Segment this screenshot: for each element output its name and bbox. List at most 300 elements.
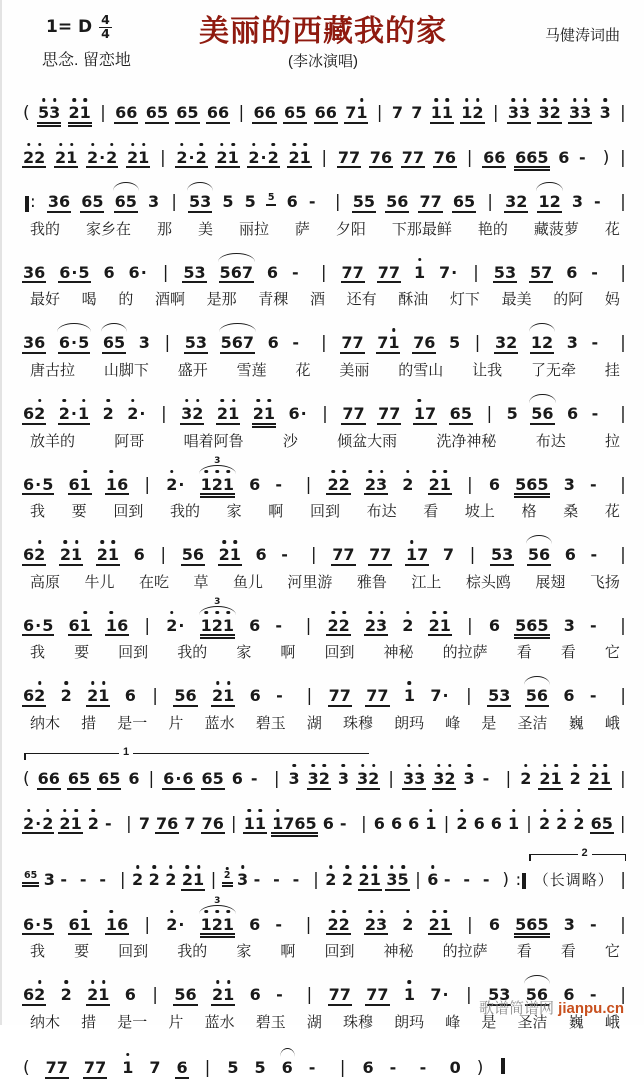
note-digit: 5 bbox=[491, 545, 503, 565]
note-digit: 6 bbox=[128, 262, 140, 282]
note-digit: 7 bbox=[339, 686, 351, 706]
lyric-syllable: 家 bbox=[236, 943, 252, 961]
note-token bbox=[507, 104, 531, 124]
note-digit: 3 bbox=[43, 870, 55, 890]
note-token bbox=[377, 405, 401, 425]
note-token bbox=[37, 770, 61, 790]
note-token bbox=[45, 1059, 69, 1079]
barline: | bbox=[620, 870, 626, 891]
note-token bbox=[385, 871, 409, 891]
notation-line bbox=[22, 596, 628, 663]
note-token bbox=[442, 546, 455, 564]
duration-dash: - bbox=[276, 985, 283, 1005]
note-token bbox=[236, 871, 249, 889]
note-digit: 1 bbox=[439, 615, 451, 635]
note-digit: 1 bbox=[439, 474, 451, 494]
lyric-syllable: 湖 bbox=[306, 1013, 322, 1031]
lyric-syllable: 圣洁 bbox=[517, 1013, 548, 1031]
time-top: 4 bbox=[101, 12, 110, 27]
lyric-syllable: 朗玛 bbox=[394, 1013, 425, 1031]
lyric-syllable: 雅鲁 bbox=[356, 573, 387, 591]
note-digit: 6 bbox=[390, 813, 403, 833]
lyric-syllable: 回到 bbox=[324, 943, 355, 961]
duration-dash: - bbox=[104, 813, 112, 833]
lyric-syllable: 珠穆 bbox=[342, 1013, 373, 1031]
note-digit: 5 bbox=[448, 333, 461, 353]
note-token bbox=[86, 986, 110, 1006]
barline: | bbox=[526, 813, 532, 834]
note-token bbox=[218, 546, 242, 566]
slur-arc bbox=[529, 394, 555, 403]
note-token bbox=[588, 770, 612, 790]
note-token bbox=[326, 916, 350, 936]
final-barline bbox=[498, 1057, 508, 1073]
note-digit: 1 bbox=[193, 870, 205, 890]
note-digit: 5 bbox=[212, 768, 224, 788]
note-digit: 6 bbox=[212, 813, 224, 833]
note-digit: 6 bbox=[23, 914, 35, 934]
duration-dash: - bbox=[591, 333, 599, 353]
note-digit: 2 bbox=[166, 615, 178, 635]
note-token bbox=[514, 916, 549, 936]
barline: | bbox=[619, 768, 626, 789]
note-token bbox=[220, 334, 255, 354]
note-digit: 5 bbox=[125, 192, 137, 212]
note-token bbox=[22, 546, 46, 566]
lyric-syllable: 是 bbox=[481, 714, 497, 732]
barline: | bbox=[159, 147, 166, 168]
note-token bbox=[243, 815, 267, 835]
note-digit: 1 bbox=[441, 103, 453, 122]
note-digit: 7 bbox=[388, 262, 401, 282]
note-digit: 5 bbox=[267, 192, 275, 204]
note-digit: 6 bbox=[124, 985, 136, 1005]
lyric-syllable: 要 bbox=[71, 503, 87, 521]
barline: | bbox=[474, 333, 481, 354]
barline: | bbox=[164, 333, 171, 354]
duration-dash: - bbox=[589, 474, 597, 494]
note-token bbox=[249, 687, 262, 705]
note-digit: 3 bbox=[138, 333, 150, 353]
barline: | bbox=[620, 403, 626, 424]
note-digit: 7 bbox=[337, 147, 349, 167]
note-token bbox=[426, 871, 439, 889]
lyric-syllable: 花 bbox=[295, 361, 311, 379]
barline: | bbox=[415, 870, 421, 891]
volta-number: 2 bbox=[578, 847, 592, 859]
note-token bbox=[438, 264, 459, 282]
note-token bbox=[47, 193, 71, 213]
barline: | bbox=[152, 686, 159, 707]
note-digit: 6 bbox=[253, 103, 265, 122]
notation-line bbox=[22, 94, 628, 124]
barline: | bbox=[620, 262, 626, 283]
note-digit: 5 bbox=[219, 262, 231, 282]
note-digit: 1 bbox=[413, 262, 426, 282]
note-digit: 1 bbox=[77, 403, 90, 423]
note-digit: 2 bbox=[126, 147, 139, 167]
note-digit: 3 bbox=[181, 403, 193, 423]
note-token bbox=[563, 617, 576, 635]
note-digit: 2 bbox=[96, 545, 108, 565]
lyric-syllable: 回到 bbox=[118, 943, 149, 961]
lyric-syllable: 丽拉 bbox=[238, 220, 269, 238]
note-digit: 3 bbox=[376, 474, 388, 494]
note-digit: 2 bbox=[573, 813, 585, 833]
lyric-syllable: 酒啊 bbox=[154, 291, 185, 309]
barline: | bbox=[469, 545, 476, 566]
lyric-syllable: 美丽 bbox=[339, 361, 370, 379]
note-token bbox=[175, 1059, 188, 1079]
note-token bbox=[22, 986, 46, 1006]
lyric-syllable: 花 bbox=[604, 503, 620, 521]
note-digit: 6 bbox=[68, 615, 80, 635]
lyric-syllable: 要 bbox=[74, 644, 90, 662]
slur-arc bbox=[57, 323, 91, 332]
notes-row bbox=[22, 94, 628, 124]
note-digit: 6 bbox=[206, 103, 218, 122]
note-digit: 6 bbox=[103, 262, 115, 282]
note-digit: 5 bbox=[220, 333, 232, 353]
note-digit: 7 bbox=[341, 333, 353, 353]
note-token bbox=[211, 986, 235, 1006]
note-digit: 3 bbox=[49, 103, 61, 122]
duration-dash: - bbox=[589, 615, 597, 635]
lyric-syllable: 圣洁 bbox=[517, 714, 548, 732]
note-digit: 5 bbox=[531, 403, 543, 423]
note-digit: 6 bbox=[231, 333, 243, 353]
lyric-syllable: 唐古拉 bbox=[30, 361, 76, 379]
barline: | bbox=[465, 686, 472, 707]
duration-dash: - bbox=[590, 545, 598, 565]
note-digit: 2 bbox=[549, 192, 561, 212]
note-digit: 1 bbox=[66, 147, 78, 167]
note-digit: 2 bbox=[23, 147, 35, 167]
note-digit: 6 bbox=[515, 147, 527, 167]
lyric-syllable: 湖 bbox=[306, 714, 322, 732]
note-digit: 6 bbox=[314, 103, 326, 122]
note-digit: 7 bbox=[401, 147, 413, 167]
augmentation-dot: · bbox=[99, 147, 106, 167]
duration-dash: - bbox=[589, 914, 597, 934]
lyric-syllable: 措 bbox=[81, 1013, 97, 1031]
note-token bbox=[537, 193, 561, 213]
note-digit: 1 bbox=[222, 474, 234, 494]
note-token bbox=[514, 149, 549, 169]
note-token bbox=[488, 617, 501, 635]
note-digit: 6 bbox=[24, 870, 31, 882]
note-digit: 6 bbox=[284, 103, 296, 122]
note-digit: 1 bbox=[79, 914, 91, 934]
note-digit: 6 bbox=[362, 1057, 374, 1077]
note-digit: 1 bbox=[439, 914, 451, 934]
note-token bbox=[249, 986, 262, 1004]
augmentation-dot: · bbox=[70, 403, 77, 423]
note-digit: 6 bbox=[563, 686, 575, 706]
lyric-syllable: 片 bbox=[168, 1013, 184, 1031]
barline: | bbox=[306, 686, 313, 707]
lyric-syllable: 青稞 bbox=[258, 291, 289, 309]
note-digit: 7 bbox=[417, 545, 429, 565]
note-digit: 1 bbox=[223, 686, 235, 706]
lyric-syllable: 花 bbox=[604, 220, 620, 238]
note-digit: 2 bbox=[176, 147, 188, 167]
triplet-number: 3 bbox=[214, 596, 221, 607]
note-token bbox=[252, 104, 276, 124]
note-token bbox=[86, 149, 118, 169]
note-token bbox=[376, 334, 400, 354]
note-token bbox=[590, 815, 614, 835]
lyrics-row bbox=[22, 940, 628, 961]
note-token bbox=[377, 264, 401, 284]
barline: | bbox=[152, 985, 159, 1006]
note-token bbox=[87, 815, 100, 833]
note-token bbox=[538, 770, 562, 790]
note-token bbox=[37, 104, 61, 124]
note-token bbox=[54, 149, 78, 169]
note-digit: 3 bbox=[194, 262, 206, 282]
note-digit: 2 bbox=[444, 768, 456, 788]
note-digit: 3 bbox=[499, 686, 511, 706]
note-token bbox=[128, 264, 149, 282]
slur-arc bbox=[536, 182, 562, 191]
note-token bbox=[131, 871, 144, 889]
note-digit: 5 bbox=[525, 686, 537, 706]
note-token bbox=[490, 815, 503, 833]
note-token bbox=[488, 916, 501, 934]
note-digit: 3 bbox=[23, 262, 35, 282]
barline: | bbox=[620, 686, 626, 707]
lyric-syllable: 蓝水 bbox=[204, 714, 235, 732]
note-token bbox=[493, 264, 517, 284]
note-token bbox=[340, 334, 364, 354]
note-token bbox=[200, 455, 235, 496]
note-token bbox=[365, 986, 389, 1006]
lyric-syllable: 的拉萨 bbox=[442, 943, 488, 961]
barline: | bbox=[306, 985, 313, 1006]
lyric-syllable: 的 bbox=[118, 291, 134, 309]
note-digit: 6 bbox=[117, 914, 129, 934]
note-digit: 1 bbox=[425, 813, 437, 833]
lyric-syllable: 家乡在 bbox=[85, 220, 131, 238]
note-digit: 2 bbox=[516, 192, 528, 212]
note-token bbox=[428, 476, 452, 496]
notation-line bbox=[22, 1047, 628, 1079]
note-digit: 7 bbox=[242, 333, 255, 353]
note-digit: 1 bbox=[98, 985, 110, 1005]
barline: | bbox=[238, 103, 245, 123]
note-digit: 3 bbox=[505, 192, 517, 212]
notes-row bbox=[22, 183, 628, 213]
note-digit: 2 bbox=[42, 813, 54, 833]
note-token bbox=[487, 687, 511, 707]
lyrics-row bbox=[22, 641, 628, 662]
note-digit: 1 bbox=[79, 474, 91, 494]
note-digit: 2 bbox=[87, 813, 99, 833]
note-digit: 2 bbox=[327, 615, 339, 635]
note-token bbox=[557, 149, 570, 167]
notes-row bbox=[22, 254, 628, 284]
barline: | bbox=[305, 615, 312, 636]
note-digit: 7 bbox=[342, 403, 354, 423]
note-digit: 6 bbox=[255, 545, 267, 565]
note-digit: 6 bbox=[444, 147, 457, 167]
note-token bbox=[22, 916, 54, 936]
note-digit: 1 bbox=[263, 403, 275, 423]
note-digit: 3 bbox=[23, 333, 35, 353]
barline: | bbox=[473, 262, 479, 283]
note-digit: 6 bbox=[249, 914, 261, 934]
parenthesis: ( bbox=[23, 103, 30, 123]
note-token bbox=[58, 405, 90, 425]
note-digit: 3 bbox=[195, 333, 208, 353]
lyric-syllable: 挂 bbox=[604, 361, 620, 379]
note-digit: 6 bbox=[34, 333, 46, 353]
note-token bbox=[164, 871, 177, 889]
note-digit: 6 bbox=[249, 615, 261, 635]
lyric-syllable: 那 bbox=[156, 220, 172, 238]
duration-dash: - bbox=[273, 870, 280, 890]
note-token bbox=[266, 264, 279, 282]
note-digit: 1 bbox=[222, 615, 234, 635]
barline: | bbox=[160, 545, 167, 566]
lyric-syllable: 巍 bbox=[568, 1013, 584, 1031]
lyric-syllable: 我 bbox=[30, 644, 46, 662]
augmentation-dot: · bbox=[140, 262, 147, 282]
note-token bbox=[365, 687, 389, 707]
barline: | bbox=[148, 768, 155, 789]
note-digit: 6 bbox=[286, 192, 298, 212]
lyric-syllable: 朗玛 bbox=[394, 714, 425, 732]
note-token bbox=[83, 1059, 107, 1079]
note-token bbox=[138, 334, 151, 352]
note-token bbox=[255, 546, 268, 564]
note-token bbox=[482, 149, 506, 169]
note-digit: 5 bbox=[42, 474, 54, 494]
lyric-syllable: 珠穆 bbox=[342, 714, 373, 732]
note-token bbox=[200, 596, 235, 637]
note-token bbox=[43, 871, 56, 889]
augmentation-dot: · bbox=[260, 147, 267, 167]
note-digit: 3 bbox=[538, 103, 550, 122]
note-digit: 2 bbox=[212, 686, 224, 706]
note-digit: 1 bbox=[79, 103, 91, 122]
note-token bbox=[288, 770, 301, 788]
notes-row bbox=[22, 805, 628, 835]
note-token bbox=[183, 815, 196, 833]
note-token bbox=[22, 405, 46, 425]
note-digit: 6 bbox=[67, 768, 79, 788]
note-digit: 5 bbox=[464, 192, 476, 212]
note-token bbox=[407, 815, 420, 833]
note-digit: 5 bbox=[187, 103, 199, 122]
note-digit: 6 bbox=[267, 333, 279, 353]
note-digit: 7 bbox=[95, 1057, 107, 1077]
note-token bbox=[22, 476, 54, 496]
note-digit: 6 bbox=[145, 103, 157, 122]
lyric-syllable: 家 bbox=[236, 644, 252, 662]
note-digit: 1 bbox=[227, 147, 239, 167]
note-digit: 1 bbox=[530, 333, 543, 353]
note-digit: 2 bbox=[216, 403, 229, 423]
note-token bbox=[403, 687, 416, 705]
note-digit: 6 bbox=[564, 545, 576, 565]
note-token bbox=[565, 264, 578, 282]
note-token bbox=[428, 916, 452, 936]
note-digit: 3 bbox=[307, 768, 319, 788]
slur-arc bbox=[524, 676, 550, 685]
note-token bbox=[413, 264, 426, 282]
note-token bbox=[401, 916, 414, 934]
note-digit: 3 bbox=[569, 103, 581, 122]
note-digit: 5 bbox=[530, 262, 542, 282]
note-digit: 6 bbox=[48, 768, 60, 788]
barline: | bbox=[144, 474, 151, 495]
note-digit: 3 bbox=[504, 262, 517, 282]
lyric-syllable: 我的 bbox=[169, 503, 200, 521]
note-digit: 2 bbox=[59, 813, 71, 833]
note-digit: 7 bbox=[352, 262, 364, 282]
lyric-syllable: 的阿 bbox=[553, 291, 584, 309]
lyric-syllable: 了无牵 bbox=[531, 361, 577, 379]
note-token bbox=[281, 1059, 294, 1077]
lyric-syllable: 布达 bbox=[366, 503, 397, 521]
note-digit: 2 bbox=[267, 147, 279, 167]
note-digit: 5 bbox=[493, 262, 505, 282]
note-digit: 1 bbox=[388, 333, 400, 353]
note-digit: 1 bbox=[430, 103, 442, 122]
note-digit: 6 bbox=[81, 192, 93, 212]
note-digit: 2 bbox=[223, 870, 231, 882]
notes-row bbox=[22, 895, 628, 936]
note-token bbox=[267, 334, 280, 352]
augmentation-dot: · bbox=[71, 262, 78, 282]
note-digit: 6 bbox=[488, 914, 500, 934]
note-digit: 1 bbox=[406, 545, 418, 565]
note-token bbox=[22, 149, 46, 169]
note-token bbox=[432, 770, 456, 790]
note-token bbox=[138, 815, 151, 833]
note-token bbox=[385, 193, 409, 213]
note-digit: 6 bbox=[185, 686, 197, 706]
note-digit: 7 bbox=[413, 333, 425, 353]
note-digit: 6 bbox=[424, 333, 436, 353]
note-digit: 2 bbox=[34, 147, 46, 167]
barline: | bbox=[492, 103, 499, 123]
note-token bbox=[452, 193, 476, 213]
note-digit: 6 bbox=[452, 192, 464, 212]
note-token bbox=[473, 815, 486, 833]
note-digit: 2 bbox=[195, 147, 207, 167]
note-token bbox=[563, 916, 576, 934]
note-digit: 7 bbox=[377, 262, 389, 282]
note-token bbox=[460, 104, 484, 124]
note-digit: 2 bbox=[472, 103, 484, 122]
note-token bbox=[248, 617, 261, 635]
note-digit: 2 bbox=[34, 686, 46, 706]
duration-dash: - bbox=[291, 262, 299, 282]
note-digit: 6 bbox=[167, 813, 179, 833]
note-digit: 6 bbox=[23, 686, 35, 706]
note-digit: 1 bbox=[356, 103, 368, 122]
lyric-syllable: 片 bbox=[168, 714, 184, 732]
note-token bbox=[252, 405, 276, 425]
note-digit: 5 bbox=[222, 192, 234, 212]
note-digit: 5 bbox=[156, 103, 168, 122]
note-digit: 6 bbox=[566, 262, 578, 282]
barline: | bbox=[144, 914, 151, 935]
note-digit: 6 bbox=[473, 813, 485, 833]
